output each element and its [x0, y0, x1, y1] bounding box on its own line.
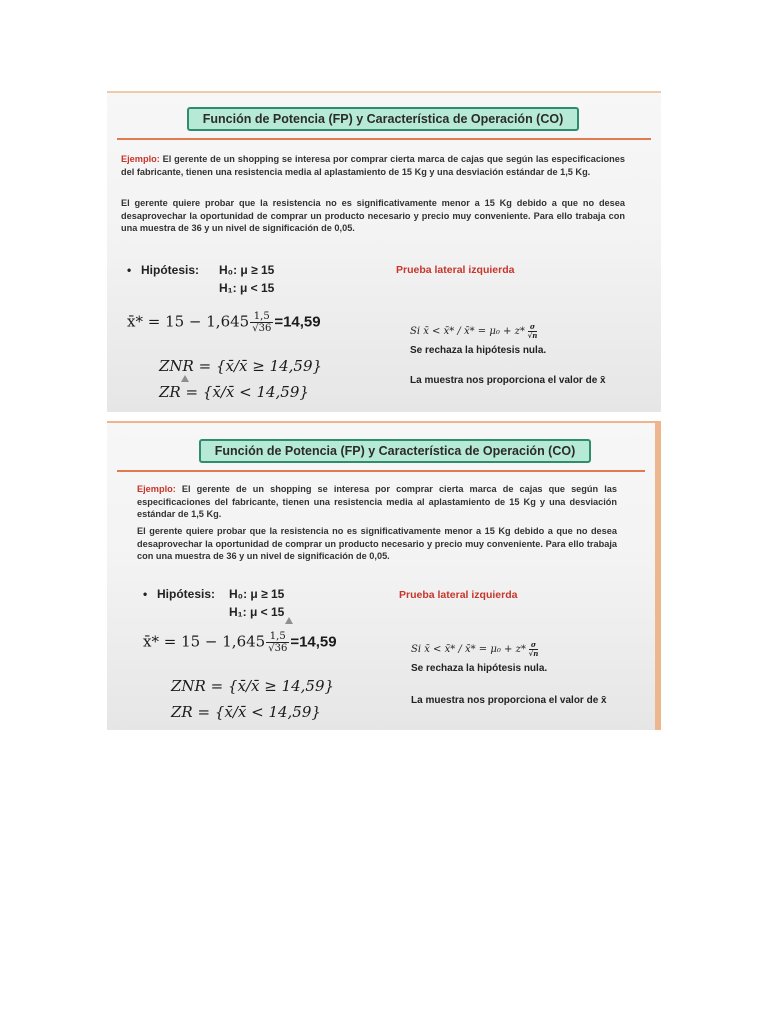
h0: H₀: μ ≥ 15	[219, 263, 275, 277]
rejection-rule: Si x̄ < x̄* / x̄* = μ₀ + z* $\frac{\sigma}{√n}$	[411, 640, 539, 658]
example-text: El gerente de un shopping se interesa por comprar cierta marca de cajas que según las especificaciones del fabricante, tienen una resistencia media al aplastamiento de 15 Kg y una desviación estándar de 1,5 Kg.	[121, 154, 625, 177]
h0: H₀: μ ≥ 15	[229, 587, 285, 601]
znr: ZNR = {x̄/x̄ ≥ 14,59}	[171, 677, 335, 695]
h1: H₁: μ < 15	[229, 605, 285, 619]
zr: ZR = {x̄/x̄ < 14,59}	[171, 703, 321, 721]
sample-text: La muestra nos proporciona el valor de x̄	[410, 375, 606, 386]
example-label: Ejemplo:	[137, 484, 176, 494]
slide-title: Función de Potencia (FP) y Característica de Operación (CO)	[187, 107, 579, 131]
divider	[117, 470, 645, 472]
zr: ZR = {x̄/x̄ < 14,59}	[159, 383, 309, 401]
mouse-cursor-icon	[181, 375, 189, 382]
hypothesis-label: • Hipótesis:	[143, 587, 216, 601]
sample-text: La muestra nos proporciona el valor de x̄	[411, 695, 607, 706]
slide-2	[107, 421, 661, 730]
example-paragraph	[137, 483, 617, 521]
critical-value-formula: x̄* = 15 − 1,645 $\frac{1,5}{√36}$ =14,59	[143, 631, 337, 654]
test-type: Prueba lateral izquierda	[399, 589, 518, 601]
slide-title: Función de Potencia (FP) y Característica de Operación (CO)	[199, 439, 591, 463]
znr: ZNR = {x̄/x̄ ≥ 14,59}	[159, 357, 323, 375]
critical-value-formula: x̄* = 15 − 1,645 $\frac{1,5}{√36}$ =14,59	[127, 311, 321, 334]
example-label: Ejemplo:	[121, 154, 160, 164]
test-type: Prueba lateral izquierda	[396, 264, 515, 276]
example-text: El gerente de un shopping se interesa por comprar cierta marca de cajas que según las especificaciones del fabricante, tienen una resistencia media al aplastamiento de 15 Kg y una desviación estándar de 1,5 Kg.	[137, 484, 617, 519]
paragraph-2: El gerente quiere probar que la resistencia no es significativamente menor a 15 Kg debido a que no desea desaprovechar la oportunidad de comprar un producto necesario y precio muy conveniente. Para ello trabaja con una muestra de 36 y un nivel de significación de 0,05.	[121, 198, 625, 233]
mouse-cursor-icon	[285, 617, 293, 624]
rejection-rule: Si x̄ < x̄* / x̄* = μ₀ + z* $\frac{\sigma}{√n}$	[410, 322, 538, 340]
divider	[117, 138, 651, 140]
example-paragraph	[121, 153, 625, 178]
reject-text: Se rechaza la hipótesis nula.	[411, 663, 548, 674]
reject-text: Se rechaza la hipótesis nula.	[410, 345, 547, 356]
paragraph-2: El gerente quiere probar que la resistencia no es significativamente menor a 15 Kg debido a que no desea desaprovechar la oportunidad de comprar un producto necesario y precio muy conveniente. Para ello trabaja con una muestra de 36 y un nivel de significación de 0,05.	[137, 526, 617, 561]
hypothesis-label: • Hipótesis:	[127, 263, 200, 277]
slide-1	[107, 91, 661, 412]
h1: H₁: μ < 15	[219, 281, 275, 295]
